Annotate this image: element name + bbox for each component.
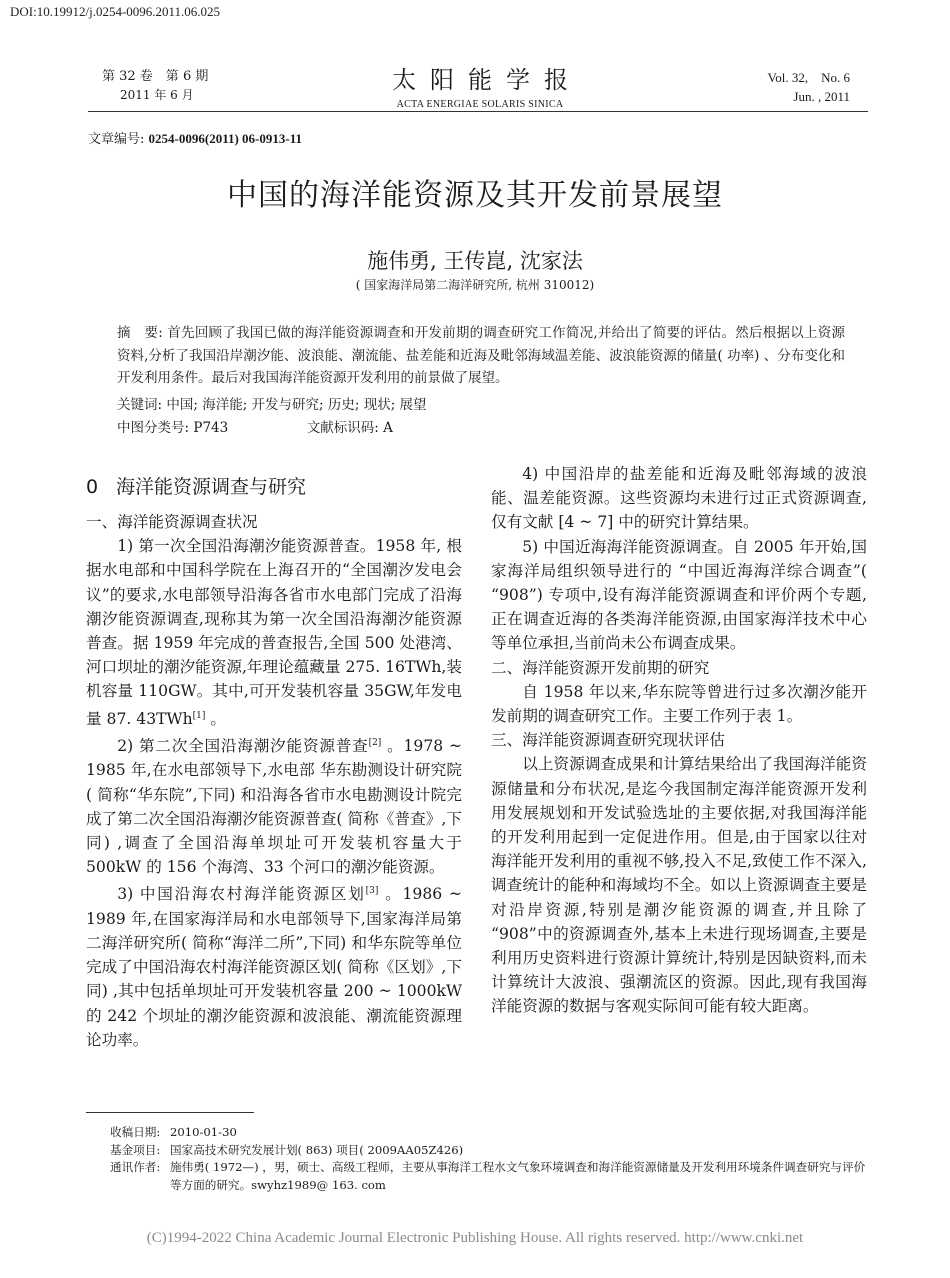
- section-heading: [86, 474, 462, 500]
- abstract-text: 首先回顾了我国已做的海洋能资源调查和开发前期的调查研究工作简况,并给出了简要的评估。然后根据以上资源资料,分析了我国沿岸潮汐能、波浪能、潮流能、盐差能和近海及毗邻海域温差能、波浪能资源的储量( 功率) 、分布变化和开发利用条件。最后对我国海洋能资源开发利用的前景做了展望。: [117, 325, 845, 386]
- header-left: [102, 67, 208, 105]
- footnote-fund: 基金项目: 国家高技术研究发展计划( 863) 项目( 2009AA05Z426): [110, 1142, 464, 1157]
- volume-issue-en: Vol. 32, No. 6: [767, 70, 850, 85]
- keywords-label: 关键词:: [117, 397, 163, 413]
- clc-value: P743: [193, 420, 229, 436]
- abstract: [117, 322, 845, 390]
- authors: 施伟勇, 王传崑, 沈家法: [367, 249, 583, 273]
- journal-title-en: ACTA ENERGIAE SOLARIS SINICA: [396, 99, 564, 110]
- paragraph-3: 3) 中国沿海农村海洋能资源区划[3] 。1986 ~ 1989 年,在国家海洋局和水电部领导下,国家海洋局第二海洋研究所( 简称“海洋二所”,下同) 和华东院等单位完成了中国沿海农村海洋能资源区划( 简称《区划》,下同) ,其中包括单坝址可开发装机容量 200 ~ 1000kW 的 242 个坝址的潮汐能资源和波浪能、潮流能资源理论功率。: [86, 885, 462, 1049]
- article-number: [88, 128, 302, 147]
- section-number: 0: [86, 476, 99, 498]
- section-title: 海洋能资源调查与研究: [116, 476, 307, 498]
- classification: [117, 417, 845, 440]
- date-en: Jun. , 2011: [793, 89, 850, 104]
- clc-label: 中图分类号:: [117, 420, 190, 436]
- body-column-left: [86, 468, 462, 1052]
- paragraph-5: 5) 中国近海海洋能资源调查。自 2005 年开始,国家海洋局组织领导进行的 “中国近海海洋综合调查”( “908”) 专项中,设有海洋能资源调查和评价两个专题,正在调查近海的各类海洋能资源,由国家海洋技术中心等单位承担,当前尚未公布调查成果。: [491, 537, 867, 653]
- subsection-heading-1: 一、海洋能资源调查状况: [86, 513, 258, 531]
- paragraph-7: 以上资源调查成果和计算结果给出了我国海洋能资源储量和分布状况,是迄今我国制定海洋能资源开发利用发展规划和开发试验选址的主要依据,对我国海洋能的开发利用起到一定促进作用。但是,由于国家以往对海洋能开发利用的重视不够,投入不足,致使工作不深入,调查统计的能种和海域均不全。如以上资源调查主要是对沿岸资源,特别是潮汐能资源的调查,并且除了 “908”中的资源调查外,基本上未进行现场调查,主要是利用历史资料进行资源计算统计,特别是因缺资料,而未计算统计大波浪、强潮流区的资源。因此,现有我国海洋能资源的数据与客观实际间可能有较大距离。: [491, 755, 867, 1016]
- volume-issue-cn: 第 32 卷 第 6 期: [102, 69, 209, 84]
- citation-ref: [1]: [192, 710, 206, 721]
- paragraph-4: 4) 中国沿岸的盐差能和近海及毗邻海域的波浪能、温差能资源。这些资源均未进行过正式资源调查,仅有文献 [4 ~ 7] 中的研究计算结果。: [491, 465, 867, 532]
- paragraph-2: 2) 第二次全国沿海潮汐能资源普查[2] 。1978 ~ 1985 年,在水电部领导下,水电部 华东勘测设计研究院( 简称“华东院”,下同) 和沿海各省市水电勘测设计院完成了第二次全国沿海潮汐能资源普查( 简称《普查》,下同) ,调查了全国沿海单坝址可开发装机容量大于 500kW 的 156 个海湾、33 个河口的潮汐能资源。: [86, 737, 462, 877]
- copyright-notice: (C)1994-2022 China Academic Journal Electronic Publishing House. All rights reserved. http://www.cnki.net: [146, 1230, 804, 1246]
- affiliation: ( 国家海洋局第二海洋研究所, 杭州 310012): [355, 278, 595, 292]
- doc-code-value: A: [383, 420, 393, 436]
- article-number-label: 文章编号:: [88, 132, 145, 147]
- paper-title: 中国的海洋能资源及其开发前景展望: [227, 178, 723, 213]
- body-column-right: [491, 462, 867, 1019]
- paragraph-1: 1) 第一次全国沿海潮汐能资源普查。1958 年, 根据水电部和中国科学院在上海召开的“全国潮汐发电会议”的要求,水电部领导沿海各省市水电部门完成了沿海潮汐能资源调查,现称其为第一次全国沿海潮汐能资源普查。据 1959 年完成的普查报告,全国 500 处港湾、河口坝址的潮汐能资源,年理论蕴藏量 275. 16TWh,装机容量 110GW。其中,可开发装机容量 35GW,年发电量 87. 43TWh[1] 。: [86, 537, 462, 728]
- journal-masthead: [350, 60, 610, 110]
- keywords-text: 中国; 海洋能; 开发与研究; 历史; 现状; 展望: [166, 397, 427, 413]
- abstract-label: 摘 要:: [117, 325, 163, 341]
- article-number-value: 0254-0096(2011) 06-0913-11: [148, 131, 302, 146]
- doi-line: DOI:10.19912/j.0254-0096.2011.06.025: [10, 4, 221, 19]
- footnote-received: 收稿日期: 2010-01-30: [110, 1125, 237, 1139]
- footnote-author: 通讯作者: 施伟勇( 1972—) ，男，硕士、高级工程师，主要从事海洋工程水文气象环境调查和海洋能资源储量及开发利用环境条件调查研究与评价等方面的研究。swyhz1989@ 163. com: [110, 1160, 866, 1192]
- doc-code-label: 文献标识码:: [306, 420, 379, 436]
- citation-ref: [4 ~ 7]: [558, 513, 614, 532]
- citation-ref: [3]: [365, 886, 379, 897]
- header-right: [768, 68, 850, 106]
- footnote-rule: [86, 1112, 254, 1113]
- journal-title-cn: 太阳能学报: [392, 66, 582, 94]
- date-cn: 2011 年 6 月: [120, 88, 194, 102]
- footnotes: [110, 1124, 870, 1194]
- subsection-heading-3: 三、海洋能资源调查研究现状评估: [491, 731, 725, 750]
- citation-ref: [2]: [368, 738, 382, 749]
- subsection-heading-2: 二、海洋能资源开发前期的研究: [491, 658, 710, 677]
- keywords: [117, 394, 845, 417]
- paragraph-6: 自 1958 年以来,华东院等曾进行过多次潮汐能开发前期的调查研究工作。主要工作列于表 1。: [491, 682, 867, 726]
- header-rule: [88, 111, 868, 112]
